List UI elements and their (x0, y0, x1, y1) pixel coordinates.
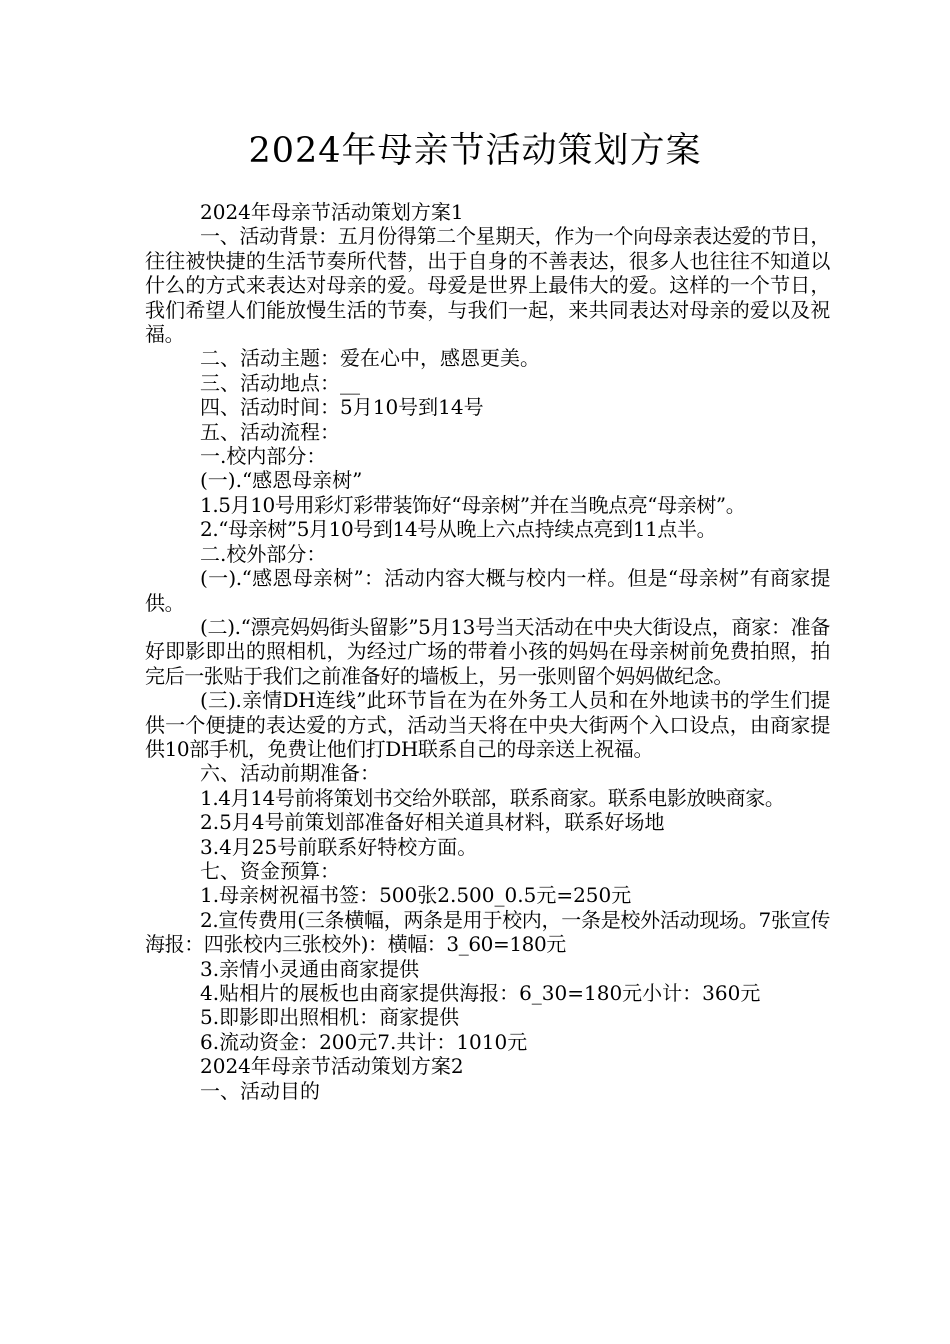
section-heading-plan-2: 2024年母亲节活动策划方案2 (200, 1054, 464, 1079)
paragraph-preparation: 六、活动前期准备： (200, 761, 380, 786)
paragraph-budget-3: 3.亲情小灵通由商家提供 (200, 956, 420, 981)
paragraph-theme: 二、活动主题：爱在心中，感恩更美。 (200, 346, 540, 371)
paragraph-budget-2: 2.宣传费用(三条横幅，两条是用于校内，一条是校外活动现场。7张宣传海报：四张校内三张校外)：横幅：3_60=180元 (145, 907, 830, 957)
paragraph-on-campus: 一.校内部分： (200, 444, 327, 469)
paragraph-budget: 七、资金预算： (200, 858, 340, 883)
paragraph-process: 五、活动流程： (200, 419, 340, 444)
paragraph-decorate-tree: 1.5月10号用彩灯彩带装饰好“母亲树”并在当晚点亮“母亲树”。 (200, 492, 746, 517)
paragraph-location: 三、活动地点：__ (200, 370, 360, 395)
paragraph-background: 一、活动背景：五月份得第二个星期天，作为一个向母亲表达爱的节日，往往被快捷的生活节奏所代替，出于自身的不善表达，很多人也往往不知道以什么的方式来表达对母亲的爱。母爱是世界上最伟大的爱。这样的一个节日，我们希望人们能放慢生活的节奏，与我们一起，来共同表达对母亲的爱以及祝福。 (145, 224, 830, 347)
paragraph-time: 四、活动时间：5月10号到14号 (200, 395, 484, 420)
document-body (145, 200, 830, 1103)
paragraph-purpose: 一、活动目的 (200, 1078, 320, 1103)
paragraph-budget-5: 5.即影即出照相机：商家提供 (200, 1005, 460, 1030)
document-title: 2024年母亲节活动策划方案 (248, 131, 702, 171)
section-heading-plan-1: 2024年母亲节活动策划方案1 (200, 200, 464, 224)
paragraph-budget-1: 1.母亲树祝福书签：500张2.500_0.5元=250元 (200, 883, 632, 908)
paragraph-phone-activity: (三).亲情DH连线”此环节旨在为在外务工人员和在外地读书的学生们提供一个便捷的表达爱的方式，活动当天将在中央大街两个入口设点，由商家提供10部手机，免费让他们打DH联系自己的母亲送上祝福。 (145, 688, 830, 761)
paragraph-off-campus-tree: (一).“感恩母亲树”：活动内容大概与校内一样。但是“母亲树”有商家提供。 (145, 566, 830, 615)
paragraph-light-tree: 2.“母亲树”5月10号到14号从晚上六点持续点亮到11点半。 (200, 517, 717, 542)
paragraph-off-campus: 二.校外部分： (200, 541, 327, 566)
paragraph-prep-3: 3.4月25号前联系好特校方面。 (200, 834, 478, 859)
paragraph-budget-4: 4.贴相片的展板也由商家提供海报：6_30=180元小计：360元 (200, 981, 761, 1005)
paragraph-prep-1: 1.4月14号前将策划书交给外联部，联系商家。联系电影放映商家。 (200, 785, 785, 810)
paragraph-photo-activity: (二).“漂亮妈妈街头留影”5月13号当天活动在中央大街设点，商家：准备好即影即出的照相机，为经过广场的带着小孩的妈妈在母亲树前免费拍照，拍完后一张贴于我们之前准备好的墙板上，另一张则留个妈妈做纪念。 (145, 614, 830, 688)
paragraph-mother-tree: (一).“感恩母亲树” (200, 468, 363, 493)
paragraph-prep-2: 2.5月4号前策划部准备好相关道具材料，联系好场地 (200, 810, 665, 835)
paragraph-budget-6: 6.流动资金：200元7.共计：1010元 (200, 1029, 528, 1054)
